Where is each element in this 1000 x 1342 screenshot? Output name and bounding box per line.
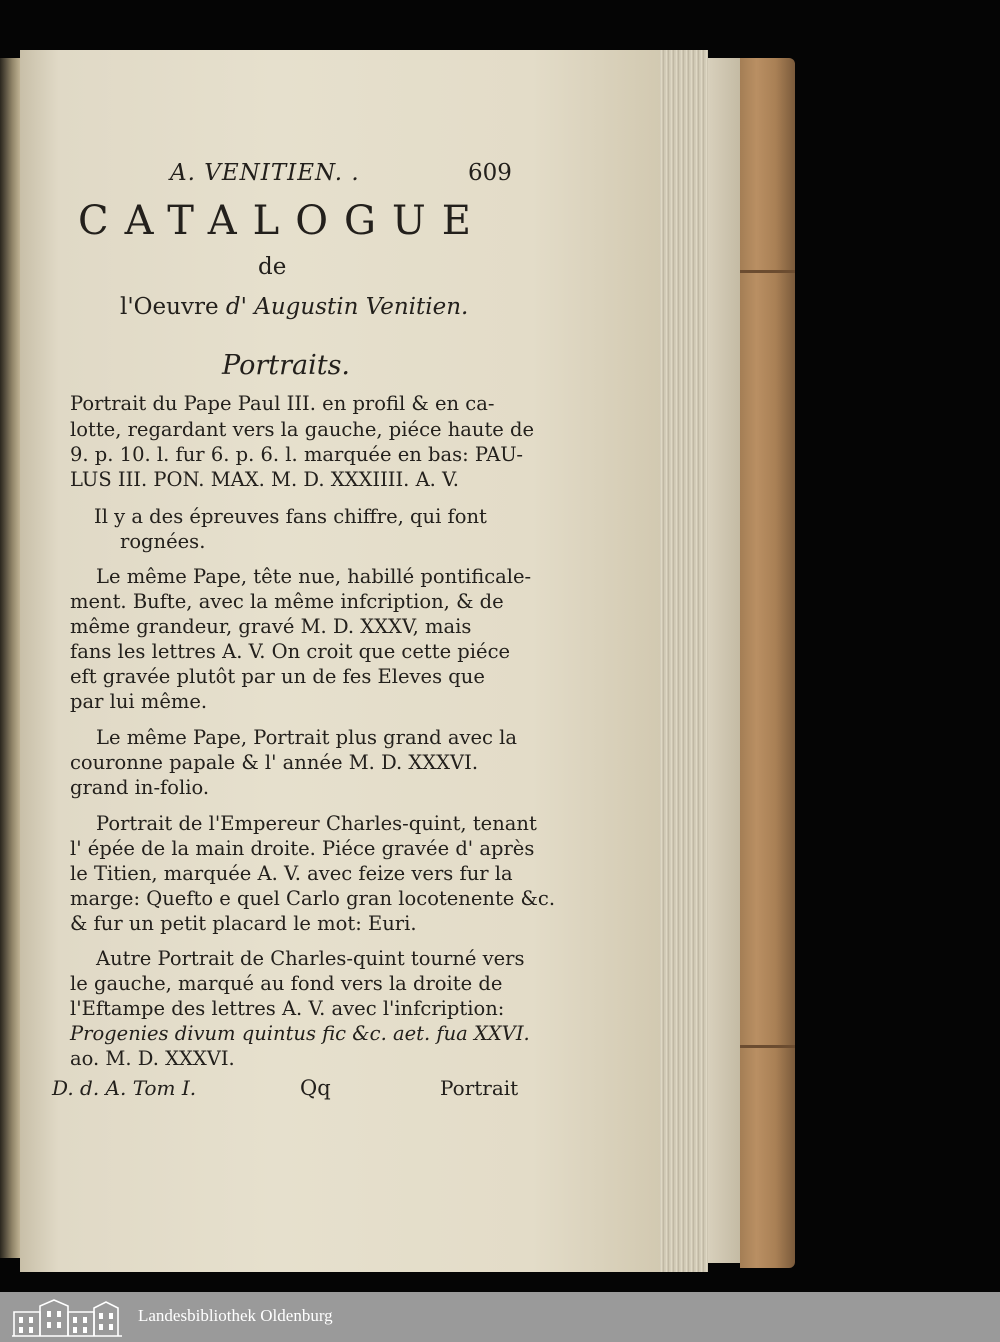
text-line: 9. p. 10. l. fur 6. p. 6. l. marquée en bas: PAU-: [70, 443, 523, 466]
text-line: Portrait du Pape Paul III. en profil & en ca-: [70, 392, 495, 415]
catalogue-subtitle: [120, 294, 468, 320]
text-line: eft gravée plutôt par un de fes Eleves que: [70, 665, 485, 688]
book-cover-edge: [740, 58, 795, 1268]
text-line: le Titien, marquée A. V. avec feize vers fur la: [70, 862, 513, 885]
library-building-icon: [10, 1296, 125, 1338]
text-line: même grandeur, gravé M. D. XXXV, mais: [70, 615, 472, 638]
section-heading: Portraits.: [222, 350, 351, 381]
text-line: fans les lettres A. V. On croit que cette piéce: [70, 640, 511, 663]
text-line: & fur un petit placard le mot: Euri.: [70, 912, 417, 935]
text-line: lotte, regardant vers la gauche, piéce haute de: [70, 418, 535, 441]
text-line: le gauche, marqué au fond vers la droite de: [70, 972, 503, 995]
quire-mark: Qq: [300, 1076, 331, 1100]
text-line: par lui même.: [70, 690, 208, 713]
catalogue-de: de: [258, 254, 287, 280]
subtitle-part: l'Oeuvre: [120, 294, 226, 320]
text-line: ment. Bufte, avec la même infcription, & de: [70, 590, 504, 613]
text-line: Portrait de l'Empereur Charles-quint, tenant: [96, 812, 537, 835]
running-head: A. VENITIEN. .: [170, 160, 360, 186]
text-line: couronne papale & l' année M. D. XXXVI.: [70, 751, 479, 774]
text-line: marge: Quefto e quel Carlo gran locotenente &c.: [70, 887, 556, 910]
page-block-edges: [660, 50, 708, 1272]
cover-band: [740, 270, 795, 273]
facing-page-edge: [0, 58, 20, 1258]
text-line: l'Eftampe des lettres A. V. avec l'infcription:: [70, 997, 505, 1020]
text-line: rognées.: [120, 530, 206, 553]
text-line: Autre Portrait de Charles-quint tourné vers: [96, 947, 525, 970]
text-line: ao. M. D. XXXVI.: [70, 1047, 235, 1070]
text-line: Il y a des épreuves fans chiffre, qui font: [94, 505, 487, 528]
text-line: LUS III. PON. MAX. M. D. XXXIIII. A. V.: [70, 468, 459, 491]
text-line: l' épée de la main droite. Piéce gravée d' après: [70, 837, 535, 860]
library-name: Landesbibliothek Oldenburg: [138, 1306, 333, 1325]
catchword: Portrait: [440, 1076, 519, 1100]
footer-bar: [0, 1292, 1000, 1342]
subtitle-author: d' Augustin Venitien.: [225, 294, 469, 320]
signature-mark: D. d. A. Tom I.: [52, 1076, 197, 1100]
text-line: Progenies divum quintus fic &c. aet. fua XXVI.: [70, 1022, 530, 1045]
cover-band: [740, 1045, 795, 1048]
text-line: Le même Pape, Portrait plus grand avec la: [96, 726, 518, 749]
text-line: grand in-folio.: [70, 776, 210, 799]
catalogue-title: CATALOGUE: [78, 198, 487, 244]
text-line: Le même Pape, tête nue, habillé pontificale-: [96, 565, 532, 588]
page-block-fore-edge: [708, 58, 740, 1263]
page-number: 609: [468, 160, 512, 186]
